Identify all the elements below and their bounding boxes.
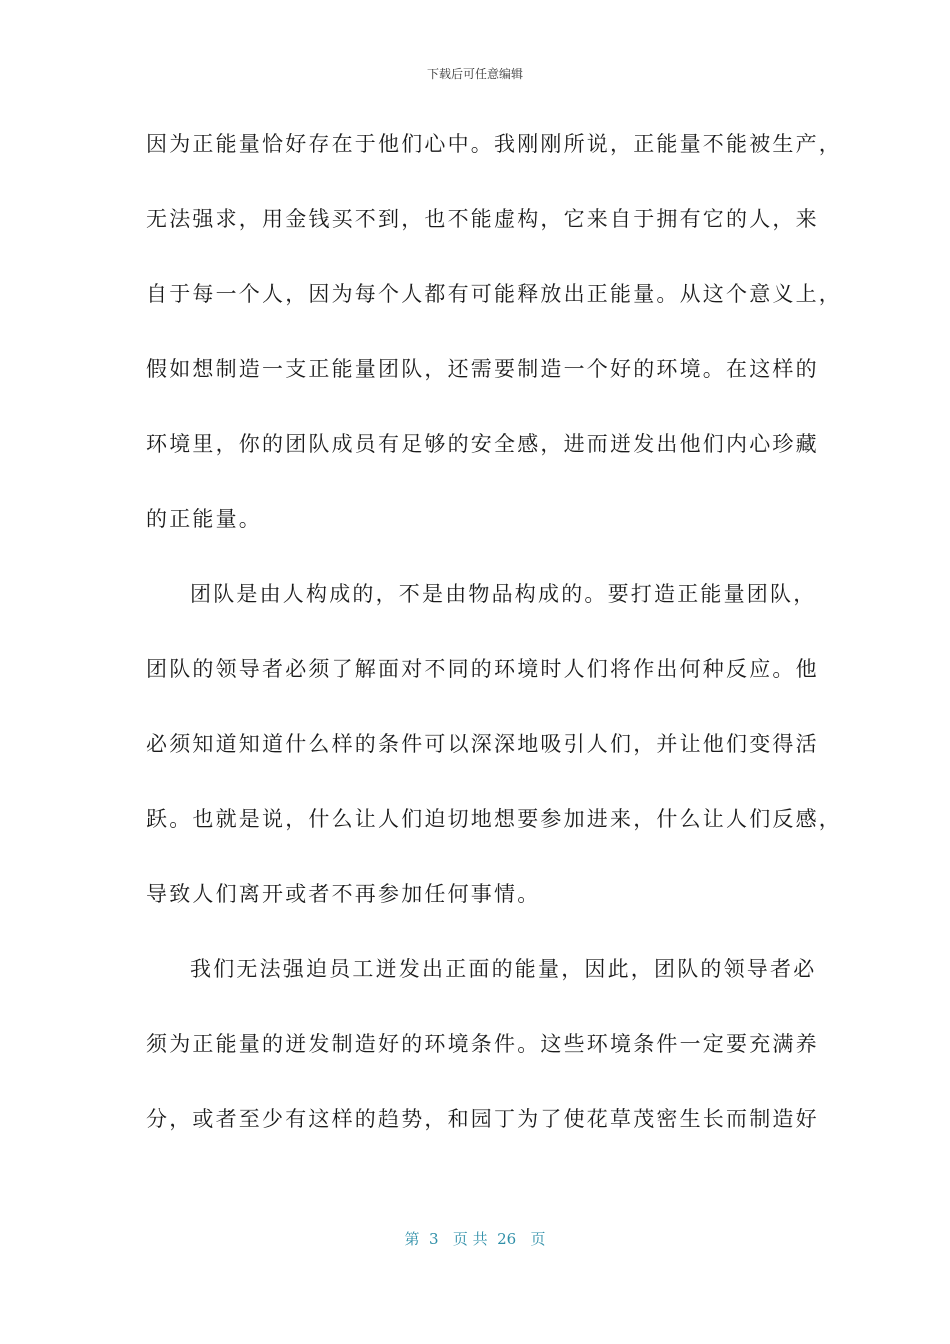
text-line: 因为正能量恰好存在于他们心中。我刚刚所说，正能量不能被生产， (146, 132, 842, 156)
page-number-footer: 第 3 页 共 26 页 (404, 1230, 546, 1248)
text-line: 的正能量。 (146, 507, 262, 531)
text-line: 环境里，你的团队成员有足够的安全感，进而迸发出他们内心珍藏 (146, 432, 819, 456)
text-line: 导致人们离开或者不再参加任何事情。 (146, 882, 541, 906)
text-line: 必须知道知道什么样的条件可以深深地吸引人们，并让他们变得活 (146, 732, 819, 756)
text-line: 分，或者至少有这样的趋势，和园丁为了使花草茂密生长而制造好 (146, 1107, 819, 1131)
text-line: 团队的领导者必须了解面对不同的环境时人们将作出何种反应。他 (146, 657, 819, 681)
text-line: 自于每一个人，因为每个人都有可能释放出正能量。从这个意义上， (146, 282, 842, 306)
paragraph-first-line: 团队是由人构成的，不是由物品构成的。要打造正能量团队， (190, 582, 817, 606)
text-line: 假如想制造一支正能量团队，还需要制造一个好的环境。在这样的 (146, 357, 819, 381)
page-header: 下载后可任意编辑 (426, 67, 523, 81)
text-line: 无法强求，用金钱买不到，也不能虚构，它来自于拥有它的人，来 (146, 207, 819, 231)
text-line: 跃。也就是说，什么让人们迫切地想要参加进来，什么让人们反感， (146, 807, 842, 831)
document-body (146, 124, 842, 1174)
paragraph-first-line: 我们无法强迫员工迸发出正面的能量，因此，团队的领导者必 (190, 957, 817, 981)
text-line: 须为正能量的迸发制造好的环境条件。这些环境条件一定要充满养 (146, 1032, 819, 1056)
